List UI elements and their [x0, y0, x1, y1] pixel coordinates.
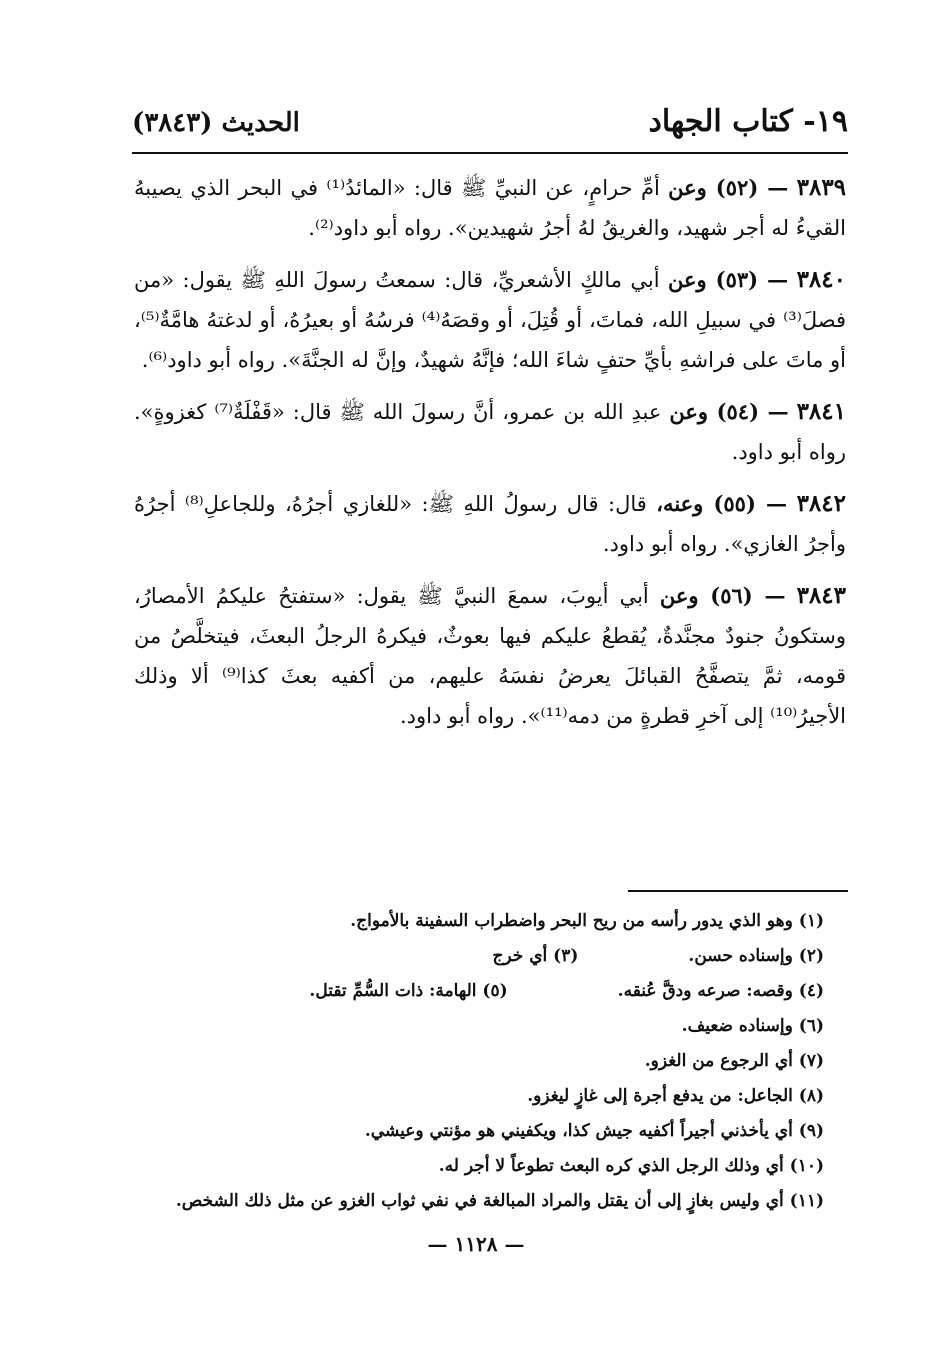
footnote-row: [134, 974, 824, 1009]
hadith-range: الحديث (٣٨٤٣): [132, 108, 300, 138]
hadith-text: قال: قال رسولُ اللهِ ﷺ: «للغازي أجرُهُ، وللجاعلِ⁽⁸⁾ أجرُهُ وأجرُ الغازي». رواه أبو داود.: [134, 492, 846, 556]
footnote-9: (٩) أي يأخذني أجيراً أكفيه جيش كذا، ويكفيني هو مؤنتي وعيشي.: [364, 1121, 824, 1141]
footnote-1: (١) وهو الذي يدور رأسه من ريح البحر واضطراب السفينة بالأمواج.: [350, 911, 824, 931]
footnote-11: (١١) أي وليس بغازٍ إلى أن يقتل والمراد المبالغة في نفي ثواب الغزو عن مثل ذلك الشخص.: [175, 1191, 824, 1211]
hadith-intro: — (٥٥) وعنه،: [656, 491, 788, 516]
footnote-row: [134, 939, 824, 974]
footnote-rule: [628, 890, 848, 892]
hadith-3839: [134, 168, 846, 248]
hadith-intro: — (٥٦) وعن: [659, 583, 786, 608]
footnote-5: (٥) الهامة: ذات السُّمِّ تقتل.: [309, 981, 508, 1001]
hadith-3840: [134, 260, 846, 380]
footnote-4: (٤) وقصه: صرعه ودقَّ عُنقه.: [617, 981, 824, 1001]
chapter-title: ١٩- كتاب الجهاد: [648, 104, 848, 139]
hadith-number: ٣٨٤٢: [796, 490, 846, 517]
hadith-3843: [134, 576, 846, 736]
hadith-intro: — (٥٤) وعن: [669, 399, 789, 424]
hadith-3842: [134, 484, 846, 564]
hadith-3841: [134, 392, 846, 472]
footnote-6: (٦) وإسناده ضعيف.: [681, 1016, 824, 1036]
header-rule: [132, 152, 848, 154]
hadith-text: أبي مالكٍ الأشعريِّ، قال: سمعتُ رسولَ اللهِ ﷺ يقول: «من فصلَ⁽³⁾ في سبيلِ الله، فماتَ، أو قُتِلَ، أو وقصَهُ⁽⁴⁾ فرسُهُ أو بعيرُهُ، أو لدغتهُ هامَّةٌ⁽⁵⁾، أو ماتَ على فراشهِ بأيِّ حتفٍ شاءَ الله؛ فإنَّهُ شهيدٌ، وإنَّ له الجنَّةَ». رواه أبو داود⁽⁶⁾.: [134, 268, 846, 372]
page-number: — ١١٢٨ —: [427, 1232, 525, 1256]
hadith-intro: — (٥٢) وعن: [668, 175, 789, 200]
footnotes: [134, 904, 824, 1219]
footnote-7: (٧) أي الرجوع من الغزو.: [644, 1051, 824, 1071]
page-header: [132, 104, 848, 148]
footnote-8: (٨) الجاعل: من يدفع أجرة إلى غازٍ ليغزو.: [527, 1086, 824, 1106]
hadith-text: أبي أيوبَ، سمعَ النبيَّ ﷺ يقول: «ستفتحُ عليكمُ الأمصارُ، وستكونُ جنودٌ مجنَّدةٌ، يُقطعُ عليكم فيها بعوثٌ، فيكرهُ الرجلُ البعثَ، فيتخلَّصُ من قومه، ثمَّ يتصفَّحُ القبائلَ يعرضُ نفسَهُ عليهم، من أكفيه بعثَ كذا⁽⁹⁾ ألا وذلك الأجيرُ⁽¹⁰⁾ إلى آخرِ قطرةٍ من دمه⁽¹¹⁾». رواه أبو داود.: [134, 584, 846, 728]
hadith-number: ٣٨٤٠: [796, 266, 846, 293]
footnote-10: (١٠) أي وذلك الرجل الذي كره البعث تطوعاً لا أجر له.: [438, 1156, 824, 1176]
hadith-text: عبدِ الله بن عمرو، أنَّ رسولَ الله ﷺ قال: «قَفْلَةٌ⁽⁷⁾ كغزوةٍ». رواه أبو داود.: [134, 400, 846, 464]
footnote-3: (٣) أي خرج: [492, 946, 579, 966]
main-text: [134, 168, 846, 748]
hadith-number: ٣٨٤٣: [796, 582, 846, 609]
hadith-number: ٣٨٤١: [796, 398, 846, 425]
hadith-intro: — (٥٣) وعن: [667, 267, 789, 292]
hadith-number: ٣٨٣٩: [796, 174, 847, 201]
footnote-2: (٢) وإسناده حسن.: [688, 946, 824, 966]
hadith-text: أمِّ حرامٍ، عن النبيِّ ﷺ قال: «المائدُ⁽¹⁾ في البحر الذي يصيبهُ القيءُ له أجر شهيد، والغريقُ لهُ أجرُ شهيدين». رواه أبو داود⁽²⁾.: [134, 176, 846, 240]
